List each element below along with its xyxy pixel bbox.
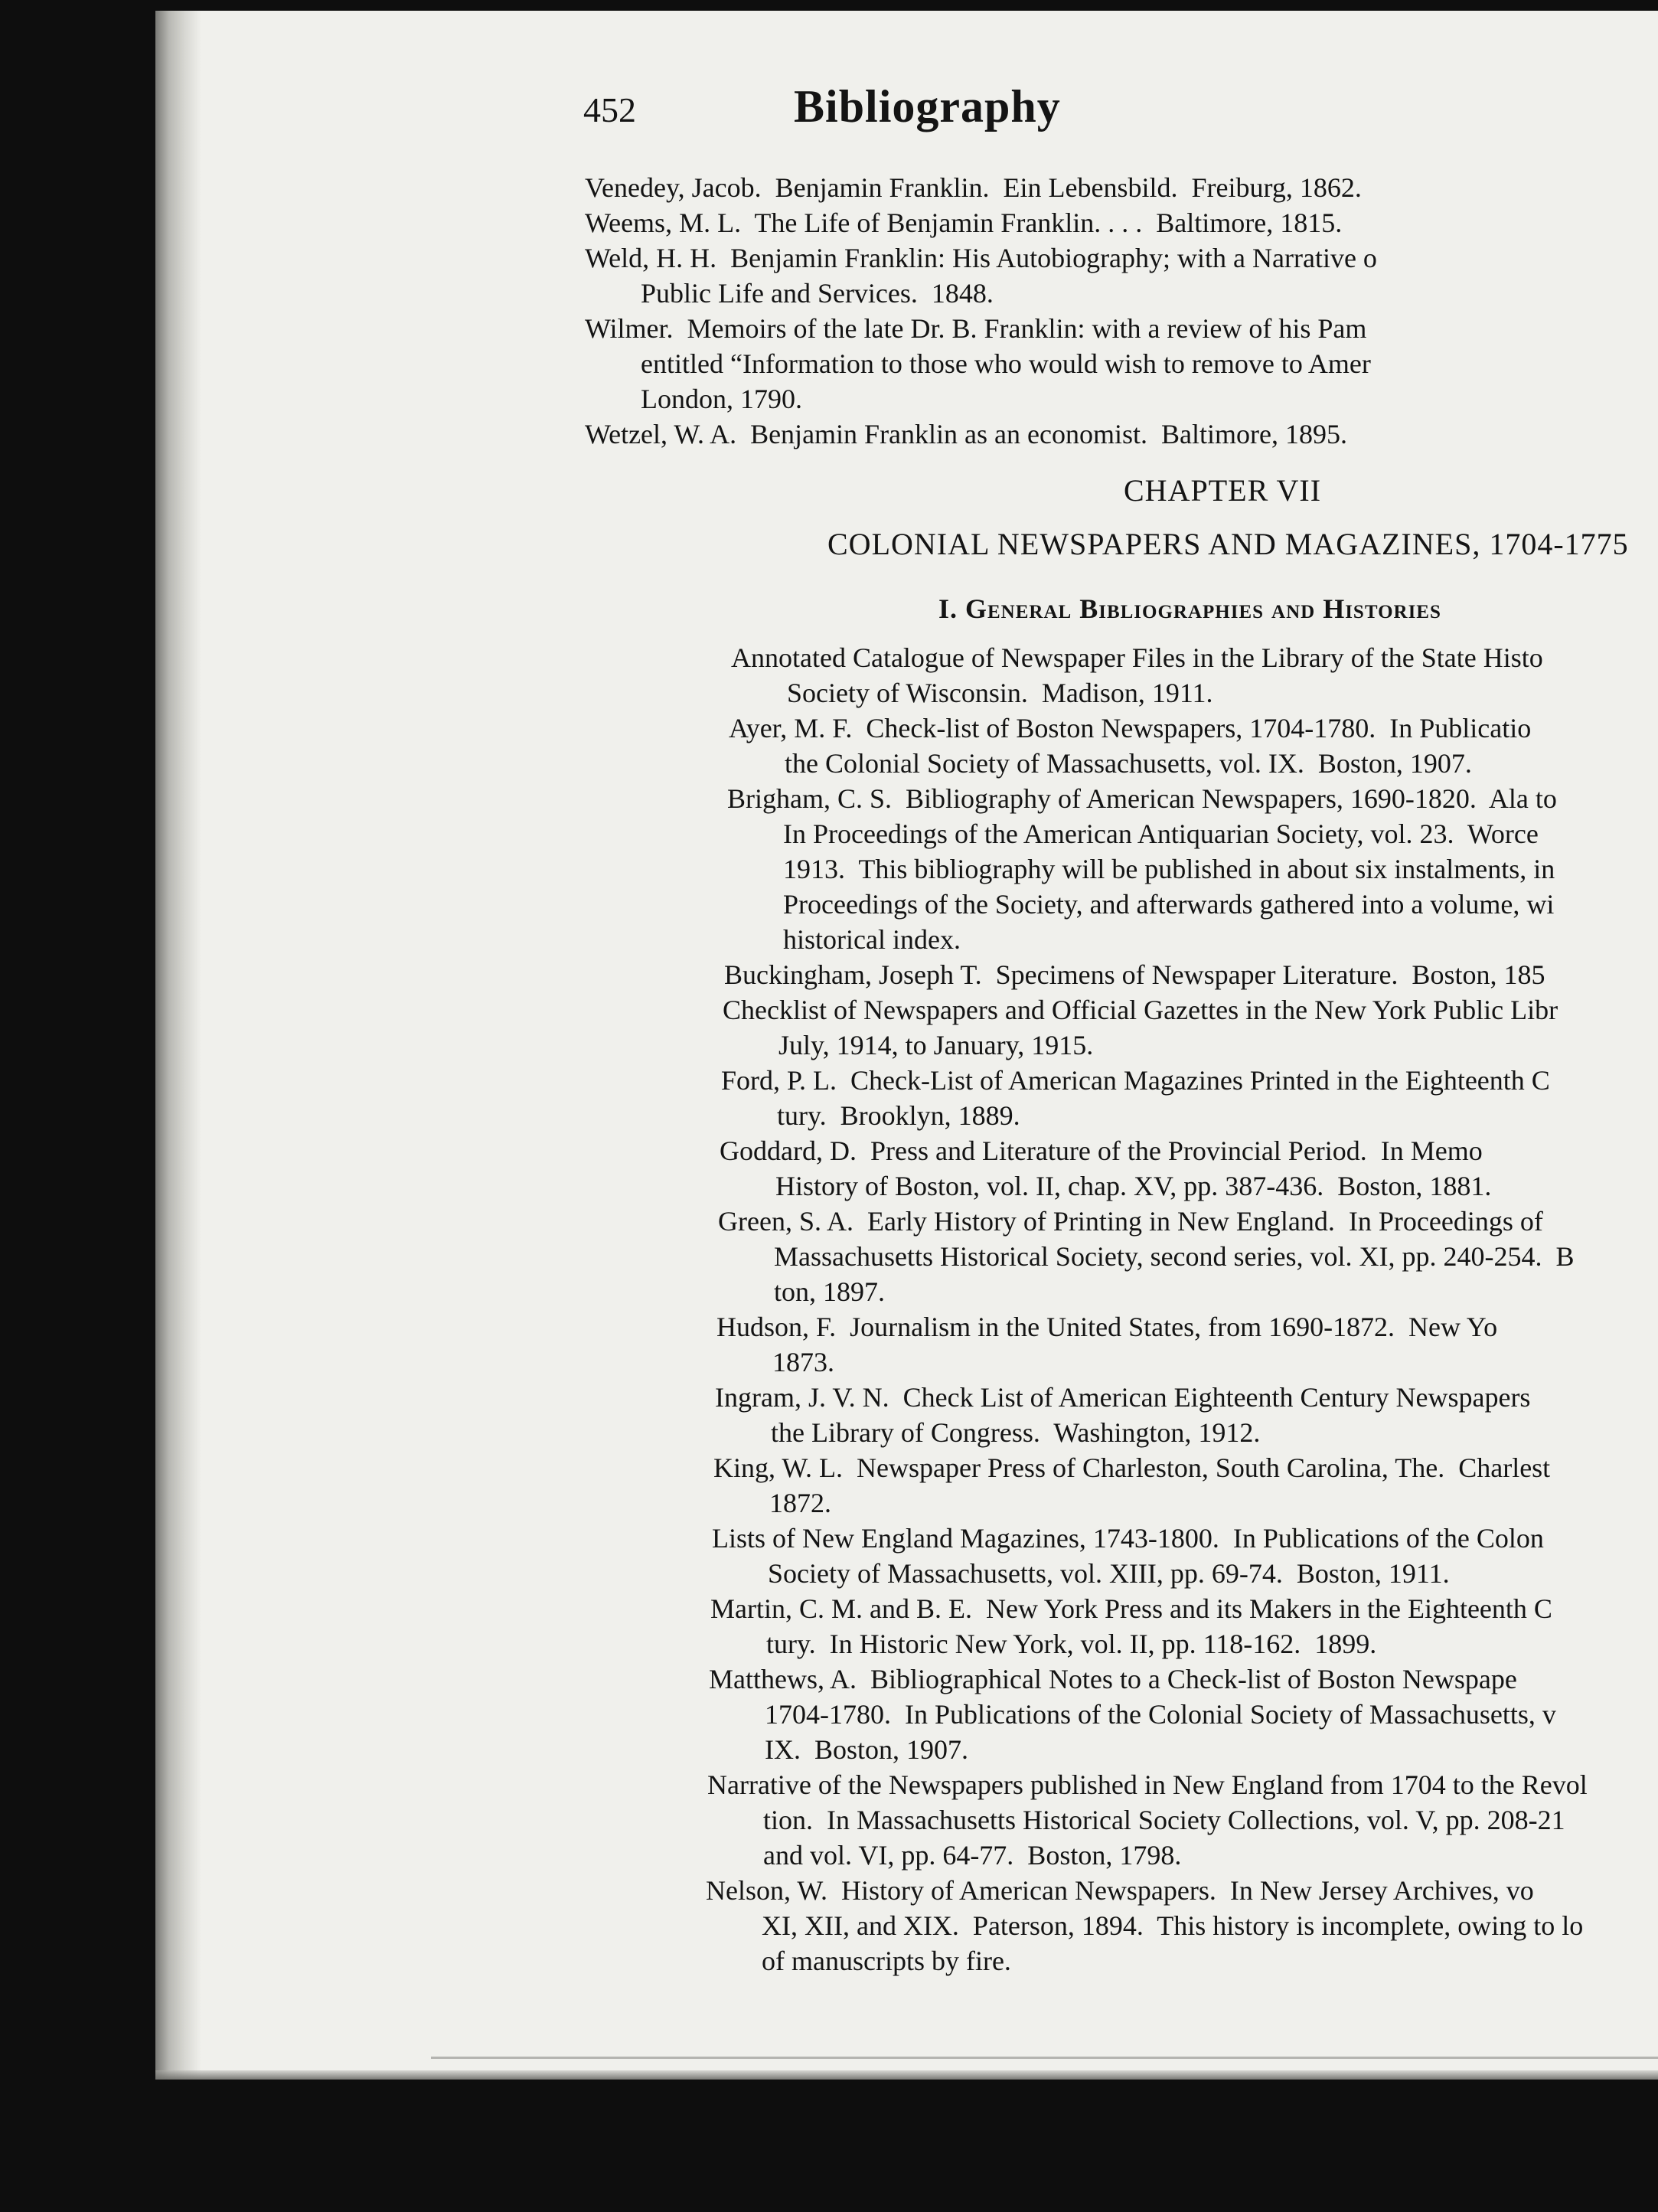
chapter-title: CHAPTER VII bbox=[1124, 473, 1322, 508]
bibliography-entry: Matthews, A. Bibliographical Notes to 1704-1780. In Publications of the Colonial IX. Boston, 1907. bbox=[709, 1664, 1243, 1765]
page-bottom-shadow bbox=[155, 2070, 1658, 2080]
bibliography-entry: Wilmer. Memoirs of the late Dr. B. Franklin: with entitled “Information to those who would wish to London, 1790. bbox=[585, 313, 1185, 414]
bibliography-entry: Ayer, M. F. Check-list of Boston the Colonial Society of Massachusetts, bbox=[729, 713, 1212, 779]
bibliography-entry: Ingram, J. V. N. Check List of American the Library of Congress. Washington, bbox=[715, 1382, 1192, 1448]
page-header bbox=[583, 73, 1578, 142]
bibliography-entry: Nelson, W. History of American Newspapers. XI, XII, and XIX. Paterson, 1894. This of manuscripts by fire. bbox=[706, 1875, 1216, 1976]
bibliography-entry: Annotated Catalogue of Newspaper Society of Wisconsin. Madison, 1911. bbox=[731, 642, 1213, 708]
page-number: 452 bbox=[583, 90, 636, 129]
bibliography-entry: Ford, P. L. Check-List of American tury. Brooklyn, 1889. bbox=[721, 1065, 1117, 1131]
bottom-rule bbox=[431, 2057, 1658, 2059]
bibliography-entry: Brigham, C. S. Bibliography of American In Proceedings of the American Antiquarian 1913. This bibliography will be published Proceedings of the Society, and afterwards historical index. bbox=[727, 783, 1269, 955]
bibliography-entry: Martin, C. M. and B. E. New York Press tury. In Historic New York, vol. II, pp. bbox=[710, 1593, 1196, 1659]
bibliography-list-main bbox=[0, 640, 1545, 1978]
bibliography-entry: Buckingham, Joseph T. Specimens of Newspaper Literature. Boston, 185 bbox=[724, 959, 1545, 990]
bibliography-entry: Venedey, Jacob. Benjamin Franklin. Ein Lebensbild. Freiburg, 1862. bbox=[585, 172, 1362, 203]
bibliography-entry: Green, S. A. Early History of Printing Massachusetts Historical Society, second ton, 1897. bbox=[718, 1206, 1227, 1307]
bibliography-entry: Wetzel, W. A. Benjamin Franklin as an economist. Baltimore, 1895. bbox=[585, 419, 1347, 449]
bibliography-entry: Checklist of Newspapers and Official July, 1914, to January, 1915. bbox=[723, 995, 1137, 1060]
bibliography-entry: King, W. L. Newspaper Press of Charleston, 1872. bbox=[713, 1452, 1209, 1518]
bibliography-entry: Weems, M. L. The Life of Benjamin Franklin. . . . Baltimore, 1815. bbox=[585, 207, 1343, 238]
bibliography-entry: Goddard, D. Press and Literature of the History of Boston, vol. II, chap. XV, pp. bbox=[720, 1135, 1219, 1201]
bibliography-entry: Lists of New England Magazines, Society of Massachusetts, vol. XIII, pp. bbox=[712, 1523, 1205, 1589]
subsection-title: I. General Bibliographies and Histories bbox=[938, 593, 1441, 624]
bibliography-entry: Narrative of the Newspapers published tion. In Massachusetts Historical Society and vol. VI, pp. 64-77. Boston, 1798. bbox=[707, 1769, 1221, 1871]
section-title: COLONIAL NEWSPAPERS AND MAGAZINES, 1704-1775 bbox=[827, 527, 1629, 561]
bibliography-entry: Hudson, F. Journalism in the United 1873. bbox=[716, 1312, 1122, 1377]
bibliography-entry: Weld, H. H. Benjamin Franklin: His Autobiography; Public Life and Services. 1848. bbox=[585, 243, 1171, 309]
running-head: Bibliography bbox=[794, 81, 1061, 132]
bibliography-list-top bbox=[0, 170, 1362, 452]
